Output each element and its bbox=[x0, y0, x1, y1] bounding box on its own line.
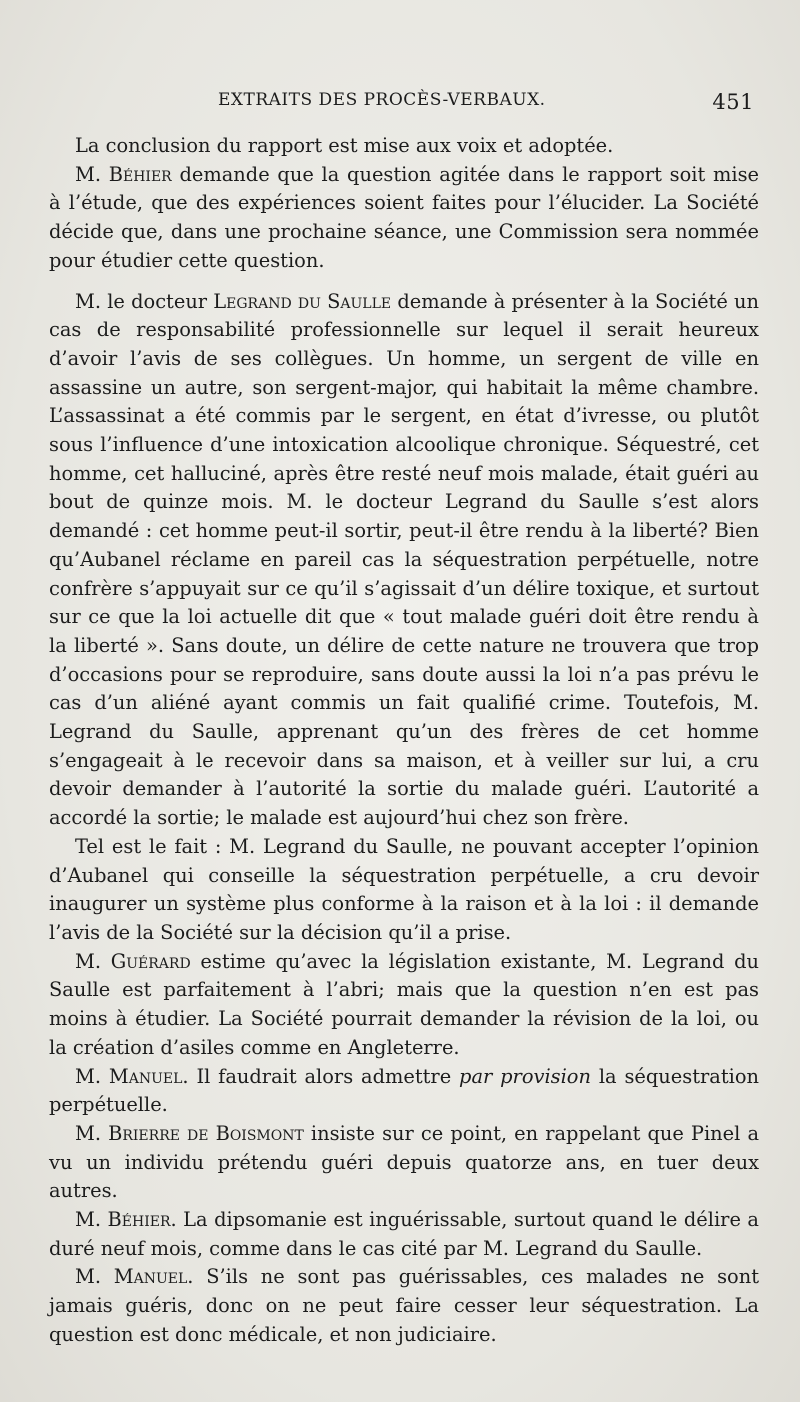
paragraph: M. Brierre de Boismont insiste sur ce point, en rappelant que Pinel a vu un individu prétendu guéri depuis quatorze ans, en tuer deux autres. bbox=[49, 1121, 759, 1203]
paragraph: M. Guérard estime qu’avec la législation existante, M. Legrand du Saulle est parfaitement à l’abri; mais que la question n’en est pas moins à étudier. La Société pourrait demander la révision de la loi, ou la création d’asiles comme en Angleterre. bbox=[49, 949, 759, 1059]
paragraph: M. Manuel. Il faudrait alors admettre par provision la séquestration perpétuelle. bbox=[49, 1064, 759, 1117]
speaker-name: M. Brierre de Boismont bbox=[75, 1121, 304, 1145]
paragraph: M. Béhier. La dipsomanie est inguérissable, surtout quand le délire a duré neuf mois, comme dans le cas cité par M. Legrand du Saulle. bbox=[49, 1208, 759, 1260]
paragraph: M. Manuel. S’ils ne sont pas guérissables, ces malades ne sont jamais guéris, donc on ne peut faire cesser leur séquestration. La question est donc médicale, et non judiciaire. bbox=[49, 1265, 759, 1346]
page-header bbox=[46, 90, 754, 118]
paragraph: Tel est le fait : M. Legrand du Saulle, ne pouvant accepter l’opinion d’Aubanel qui conseille la séquestration perpétuelle, a cru devoir inaugurer un système plus conforme à la raison et à la loi : il demande l’avis de la Société sur la décision qu’il a prise. bbox=[49, 834, 759, 944]
speaker-name: M. Béhier. bbox=[75, 1208, 177, 1232]
paragraph: La conclusion du rapport est mise aux voix et adoptée. bbox=[75, 134, 614, 157]
paragraph: M. Béhier demande que la question agitée dans le rapport soit mise à l’étude, que des expériences soient faites pour l’élucider. La Société décide que, dans une prochaine séance, une Commission sera nommée pour étudier cette question. bbox=[49, 162, 759, 272]
body-text bbox=[49, 132, 759, 1350]
running-title: EXTRAITS DES PROCÈS-VERBAUX. bbox=[218, 90, 546, 110]
speaker-name: M. Manuel. bbox=[75, 1064, 189, 1088]
italic-phrase: par provision bbox=[459, 1064, 591, 1088]
paragraph: M. le docteur Legrand du Saulle demande à présenter à la Société un cas de responsabilité professionnelle sur lequel il serait heureux d’avoir l’avis de ses collègues. Un homme, un sergent de ville en assassine un autre, son sergent-major, qui habitait la même chambre. L’assassinat a été commis par le sergent, en état d’ivresse, ou plutôt sous l’influence d’une intoxication alcoolique chronique. Séquestré, cet homme, cet halluciné, après être resté neuf mois malade, était guéri au bout de quinze mois. M. le docteur Legrand du Saulle s’est alors demandé : cet homme peut-il sortir, peut-il être rendu à la liberté? Bien qu’Aubanel réclame en pareil cas la séquestration perpétuelle, notre confrère s’appuyait sur ce qu’il s’agissait d’un délire toxique, et surtout sur ce que la loi actuelle dit que « tout malade guéri doit être rendu à la liberté ». Sans doute, un délire de cette nature ne trouvera que trop d’occasions pour se reproduire, sans doute aussi la loi n’a pas prévu le cas d’un aliéné ayant commis un fait qualifié crime. Toutefois, M. Legrand du Saulle, apprenant qu’un des frères de cet homme s’engageait à le recevoir dans sa maison, et à veiller sur lui, a cru devoir demander à l’autorité la sortie du malade guéri. L’autorité a accordé la sortie; le malade est aujourd’hui chez son frère. bbox=[49, 289, 759, 830]
speaker-name: M. Guérard bbox=[75, 949, 191, 973]
speaker-name: M. Béhier bbox=[75, 162, 172, 186]
page-number: 451 bbox=[712, 90, 754, 114]
speaker-name: Legrand du Saulle bbox=[213, 289, 392, 313]
speaker-name: M. Manuel. bbox=[75, 1265, 194, 1289]
